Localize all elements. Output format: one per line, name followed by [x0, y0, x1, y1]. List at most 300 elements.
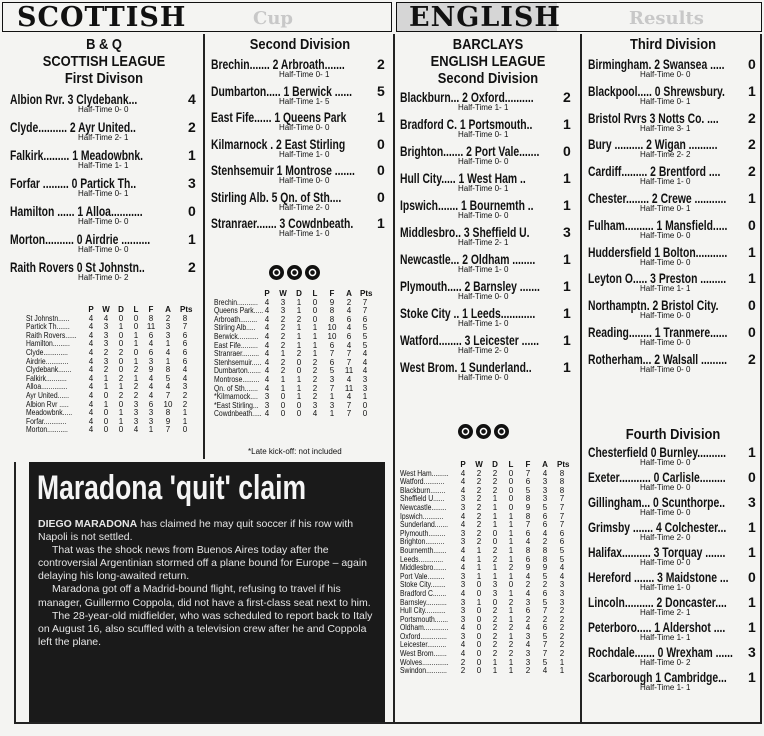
table-cell: 5: [559, 554, 565, 564]
table-cell: 3: [460, 606, 466, 616]
division-title: SCOTTISH LEAGUE: [42, 53, 166, 70]
table-cell: 1: [559, 657, 565, 667]
table-cell: 3: [280, 297, 286, 307]
table-header-pts: Pts: [360, 289, 373, 298]
table-cell: 2: [312, 392, 318, 402]
table-team-name: Meadowbnk.....: [26, 408, 73, 418]
table-team-name: *East Stirling...: [214, 400, 259, 410]
table-cell: 2: [559, 614, 565, 624]
half-time-label: Half-Time: [78, 161, 113, 170]
table-cell: 4: [460, 640, 466, 650]
result-row: [400, 144, 576, 171]
table-cell: 7: [346, 357, 352, 367]
table-cell: 1: [133, 356, 139, 366]
table-team-name: Brighton..........: [400, 537, 445, 547]
table-header-pts: Pts: [180, 305, 193, 314]
page-border-left: [14, 462, 16, 724]
half-time-score: [640, 98, 690, 106]
table-cell: 1: [329, 409, 335, 419]
half-time-value: 0- 1: [676, 96, 691, 106]
half-time-label: Half-Time: [78, 133, 113, 142]
table-cell: 2: [280, 331, 286, 341]
table-cell: 0: [312, 306, 318, 316]
table-cell: 2: [312, 366, 318, 376]
table-header-f: F: [148, 305, 154, 314]
half-time-label: Half-Time: [640, 558, 675, 567]
table-cell: 8: [559, 468, 565, 478]
table-cell: 0: [103, 390, 109, 400]
home-score: 3: [279, 215, 286, 231]
column-divider: [580, 34, 582, 724]
table-header-w: W: [279, 289, 287, 298]
half-time-score: [640, 259, 690, 267]
half-time-score: [78, 106, 128, 114]
half-time-label: Half-Time: [458, 319, 493, 328]
home-score: 2: [656, 594, 663, 610]
half-time-label: Half-Time: [458, 265, 493, 274]
table-cell: 2: [476, 537, 482, 547]
away-team: Burnley..........: [659, 444, 726, 460]
result-row: [588, 495, 758, 520]
table-cell: 1: [559, 666, 565, 676]
table-cell: 2: [133, 365, 139, 375]
table-cell: 3: [264, 400, 270, 410]
home-score: 1: [459, 116, 466, 132]
table-team-name: Forfar............: [26, 416, 67, 426]
table-cell: 4: [460, 477, 466, 487]
table-header-p: P: [88, 305, 94, 314]
table-team-name: Blackburn........: [400, 485, 446, 495]
table-cell: 8: [525, 545, 531, 555]
half-time-label: Half-Time: [640, 483, 675, 492]
half-time-score: [640, 559, 690, 567]
table-cell: 3: [103, 339, 109, 349]
half-time-label: Half-Time: [640, 203, 675, 213]
table-cell: 1: [133, 330, 139, 340]
half-time-value: 0- 1: [494, 184, 509, 193]
table-cell: 1: [312, 331, 318, 341]
home-score: 2: [652, 297, 659, 314]
home-score: 0: [653, 469, 660, 485]
table-cell: 4: [346, 323, 352, 333]
away-score: 1: [563, 359, 571, 375]
table-cell: 3: [148, 408, 154, 418]
result-row: [400, 306, 576, 333]
table-cell: 3: [460, 494, 466, 504]
home-team: Brighton.......: [400, 143, 464, 159]
table-cell: 6: [182, 330, 188, 340]
table-cell: 3: [103, 356, 109, 366]
home-score: 2: [466, 143, 472, 159]
home-team: Hamilton ......: [10, 203, 75, 219]
table-cell: 1: [362, 392, 368, 402]
home-team: Falkirk.........: [10, 147, 70, 163]
half-time-score: [458, 347, 508, 355]
away-team: St Johnstn..: [85, 259, 145, 275]
division-title: Second Division: [249, 36, 351, 53]
half-time-score: [640, 459, 690, 467]
home-team: Rochdale.......: [588, 644, 655, 660]
table-cell: 7: [346, 400, 352, 410]
half-time-label: Half-Time: [640, 658, 675, 667]
away-team: West Ham ..: [467, 170, 526, 186]
half-time-value: 1- 0: [315, 229, 330, 238]
half-time-value: 2- 1: [494, 238, 509, 247]
table-cell: 0: [280, 400, 286, 410]
news-body: [38, 518, 376, 649]
home-team: Grimsby .......: [588, 519, 654, 535]
table-cell: 1: [492, 571, 498, 581]
home-team: Forfar .........: [10, 175, 69, 191]
half-time-score: [640, 339, 690, 347]
away-score: 1: [188, 231, 196, 247]
half-time-label: Half-Time: [78, 273, 113, 282]
away-score: 1: [748, 270, 756, 287]
table-team-name: Stirling Alb.....: [214, 323, 256, 333]
table-cell: 1: [508, 614, 514, 624]
away-team: Arbroath.......: [280, 56, 345, 72]
home-team: Reading........: [588, 323, 652, 340]
table-cell: 2: [280, 314, 286, 324]
half-time-value: 0- 0: [676, 257, 691, 267]
table-cell: 6: [346, 331, 352, 341]
home-score: 0: [76, 259, 83, 275]
table-cell: 1: [296, 297, 302, 307]
table-cell: 2: [542, 537, 548, 547]
result-row: [10, 92, 198, 120]
half-time-score: [640, 285, 690, 293]
away-score: 3: [563, 224, 571, 240]
away-team: Sheffield U.: [472, 224, 530, 240]
away-score: 2: [748, 163, 756, 180]
table-cell: 1: [133, 373, 139, 383]
table-cell: 7: [559, 502, 565, 512]
scottish-first-division-column: [10, 36, 198, 288]
table-cell: 1: [312, 340, 318, 350]
away-score: 1: [748, 594, 756, 610]
home-score: 1: [654, 323, 661, 340]
scottish-header-box: [2, 2, 392, 32]
table-cell: 8: [542, 554, 548, 564]
half-time-value: 2- 2: [676, 150, 691, 160]
home-score: 0: [654, 82, 661, 99]
table-team-name: St Johnstn......: [26, 313, 70, 323]
table-cell: 6: [148, 347, 154, 357]
table-cell: 3: [133, 408, 139, 418]
away-team: Cowdnbeath.: [288, 215, 354, 231]
away-score: 3: [188, 175, 196, 191]
half-time-score: [78, 134, 128, 142]
home-team: Fulham..........: [588, 216, 654, 233]
table-cell: 6: [542, 511, 548, 521]
home-score: 3: [464, 332, 471, 348]
table-cell: 3: [460, 528, 466, 538]
half-time-value: 0- 0: [676, 458, 691, 467]
half-time-label: Half-Time: [640, 230, 675, 240]
table-cell: 1: [508, 511, 514, 521]
home-score: 2: [654, 56, 660, 72]
table-cell: 1: [508, 571, 514, 581]
half-time-value: 1- 0: [676, 583, 691, 592]
home-team: Morton..........: [10, 231, 74, 247]
away-team: Brentford ....: [658, 163, 721, 180]
table-team-name: Stenhsemuir.....: [214, 357, 262, 367]
table-cell: 1: [476, 563, 482, 573]
division-title: Fourth Division: [625, 426, 721, 443]
home-score: 1: [283, 82, 290, 99]
table-cell: 2: [280, 323, 286, 333]
home-score: 3: [657, 569, 663, 585]
half-time-score: [458, 212, 508, 220]
table-cell: 4: [362, 349, 368, 359]
table-cell: 7: [165, 390, 171, 400]
table-cell: 1: [508, 545, 514, 555]
result-row: [588, 164, 758, 191]
half-time-label: Half-Time: [78, 245, 113, 254]
table-cell: 7: [346, 349, 352, 359]
table-cell: 4: [88, 425, 94, 435]
home-team: Albion Rvr.: [10, 91, 65, 107]
table-cell: 3: [280, 306, 286, 316]
result-row: [588, 245, 758, 272]
half-time-score: [458, 239, 508, 247]
table-cell: 6: [542, 588, 548, 598]
table-cell: 2: [559, 623, 565, 633]
table-cell: 0: [508, 494, 514, 504]
table-cell: 4: [460, 511, 466, 521]
result-row: [588, 620, 758, 645]
home-score: 2: [646, 136, 652, 153]
table-cell: 5: [559, 545, 565, 555]
division-title: Third Division: [629, 36, 716, 53]
table-team-name: *Kilmarnock....: [214, 392, 258, 402]
late-kickoff-note: *Late kick-off: not included: [248, 447, 342, 456]
away-score: 1: [563, 197, 571, 213]
away-team: Qn. of Sth....: [280, 188, 342, 205]
home-team: Stoke City ..: [400, 305, 460, 321]
division-title: BARCLAYS: [452, 36, 524, 53]
home-score: 2: [654, 350, 660, 367]
away-team: Sunderland..: [468, 359, 532, 375]
table-cell: 2: [476, 468, 482, 478]
table-cell: 4: [88, 382, 94, 392]
table-header-w: W: [102, 305, 110, 314]
table-cell: 0: [118, 356, 124, 366]
half-time-label: Half-Time: [78, 217, 113, 226]
result-row: [10, 204, 198, 232]
table-header-a: A: [542, 460, 548, 469]
table-cell: 8: [559, 477, 565, 487]
away-team: Berwick ......: [292, 82, 353, 99]
table-cell: 3: [460, 502, 466, 512]
table-team-name: Ipswich...........: [400, 511, 444, 521]
home-score: 2: [276, 135, 282, 152]
table-header-f: F: [525, 460, 531, 469]
home-team: Northamptn.: [588, 297, 650, 314]
table-cell: 6: [525, 606, 531, 616]
half-time-value: 0- 0: [114, 245, 129, 254]
table-header-p: P: [264, 289, 270, 298]
table-cell: 3: [165, 330, 171, 340]
home-team: Newcastle...: [400, 251, 460, 267]
table-cell: 2: [296, 314, 302, 324]
table-cell: 2: [476, 511, 482, 521]
table-row: [26, 426, 202, 435]
result-row: [211, 57, 389, 84]
half-time-score: [279, 204, 329, 212]
away-score: 1: [748, 189, 756, 206]
away-score: 0: [188, 203, 196, 219]
half-time-score: [640, 232, 690, 240]
table-cell: 1: [182, 416, 188, 426]
away-score: 1: [563, 116, 571, 132]
away-score: 1: [377, 215, 385, 231]
table-cell: 0: [508, 485, 514, 495]
result-row: [400, 279, 576, 306]
home-score: 1: [276, 162, 283, 178]
half-time-score: [640, 178, 690, 186]
table-cell: 0: [508, 468, 514, 478]
away-team: Oxford..........: [470, 89, 534, 105]
result-row: [588, 325, 758, 352]
table-cell: 0: [296, 366, 302, 376]
half-time-score: [640, 584, 690, 592]
table-cell: 4: [362, 366, 368, 376]
table-cell: 9: [542, 563, 548, 573]
table-cell: 10: [163, 399, 173, 409]
home-team: Hull City.....: [400, 170, 456, 186]
half-time-score: [458, 293, 508, 301]
table-team-name: Alloa..............: [26, 382, 68, 392]
result-row: [588, 570, 758, 595]
home-team: Stenhsemuir: [211, 162, 274, 178]
table-cell: 0: [476, 580, 482, 590]
table-cell: 4: [182, 365, 188, 375]
table-cell: 2: [476, 494, 482, 504]
table-cell: 8: [329, 306, 335, 316]
football-icon: [458, 424, 473, 439]
table-cell: 6: [346, 314, 352, 324]
home-score: 2: [462, 251, 468, 267]
table-team-name: Portsmouth.......: [400, 614, 448, 624]
result-row: [10, 148, 198, 176]
home-score: 2: [272, 56, 279, 72]
table-cell: 1: [508, 606, 514, 616]
table-cell: 1: [296, 383, 302, 393]
table-cell: 2: [280, 357, 286, 367]
half-time-label: Half-Time: [640, 70, 675, 79]
result-row: [211, 190, 389, 217]
half-time-label: Half-Time: [279, 96, 314, 106]
table-cell: 3: [492, 588, 498, 598]
away-team: Swansea .....: [662, 56, 725, 72]
table-cell: 1: [508, 528, 514, 538]
table-header-d: D: [296, 289, 302, 298]
away-team: Preston .........: [658, 270, 727, 287]
home-team: Middlesbro..: [400, 224, 462, 240]
table-cell: 2: [103, 365, 109, 375]
table-header-l: L: [133, 305, 139, 314]
home-score: 2: [69, 119, 76, 135]
table-cell: 3: [525, 657, 531, 667]
home-team: Halifax..........: [588, 544, 651, 560]
half-time-value: 0- 1: [676, 203, 691, 213]
result-row: [588, 445, 758, 470]
table-cell: 4: [460, 520, 466, 530]
english-header-box: [396, 2, 762, 32]
home-team: Watford........: [400, 332, 462, 348]
table-cell: 4: [460, 554, 466, 564]
table-team-name: Hamilton.........: [26, 339, 70, 349]
table-cell: 11: [344, 383, 354, 393]
table-cell: 3: [329, 374, 335, 384]
table-cell: 0: [182, 425, 188, 435]
home-score: 0: [653, 494, 659, 510]
half-time-value: 0- 0: [315, 176, 330, 185]
half-time-label: Half-Time: [458, 103, 493, 112]
half-time-label: Half-Time: [640, 311, 675, 321]
half-time-label: Half-Time: [640, 508, 675, 517]
table-cell: 3: [165, 322, 171, 332]
table-cell: 2: [133, 382, 139, 392]
half-time-label: Half-Time: [458, 292, 493, 301]
half-time-value: 2- 0: [315, 202, 330, 212]
table-cell: 5: [329, 366, 335, 376]
table-cell: 1: [165, 356, 171, 366]
half-time-value: 0- 0: [676, 508, 691, 517]
football-icon: [287, 265, 302, 280]
table-team-name: Arbroath.........: [214, 314, 258, 324]
table-cell: 5: [525, 485, 531, 495]
table-row: [214, 410, 390, 419]
table-cell: 0: [133, 347, 139, 357]
away-team: Colchester...: [664, 519, 727, 535]
table-cell: 2: [118, 373, 124, 383]
away-team: Notts Co. ....: [658, 109, 719, 126]
home-team: Scarborough: [588, 669, 653, 685]
away-team: Queens Park: [282, 109, 347, 125]
half-time-score: [640, 366, 690, 374]
half-time-value: 0- 0: [114, 217, 129, 226]
table-cell: 11: [344, 366, 354, 376]
result-row: [400, 333, 576, 360]
half-time-value: 0- 0: [676, 483, 691, 492]
table-cell: 3: [148, 356, 154, 366]
table-cell: 2: [118, 347, 124, 357]
table-cell: 4: [460, 545, 466, 555]
away-team: Mansfield.....: [665, 216, 728, 233]
table-cell: 7: [329, 349, 335, 359]
home-team: Peterboro.....: [588, 619, 652, 635]
table-cell: 4: [460, 485, 466, 495]
english-second-division-column: [400, 36, 576, 387]
division-title: ENGLISH LEAGUE: [430, 53, 546, 70]
away-score: 1: [748, 619, 756, 635]
table-cell: 4: [148, 382, 154, 392]
table-cell: 1: [312, 323, 318, 333]
table-cell: 2: [492, 614, 498, 624]
table-cell: 4: [264, 366, 270, 376]
table-cell: 1: [296, 331, 302, 341]
half-time-label: Half-Time: [640, 177, 675, 187]
result-row: [588, 670, 758, 695]
away-team: Torquay .......: [662, 544, 726, 560]
result-row: [211, 163, 389, 190]
table-cell: 2: [559, 649, 565, 659]
table-cell: 4: [88, 373, 94, 383]
away-score: 0: [748, 297, 756, 314]
half-time-score: [78, 218, 128, 226]
